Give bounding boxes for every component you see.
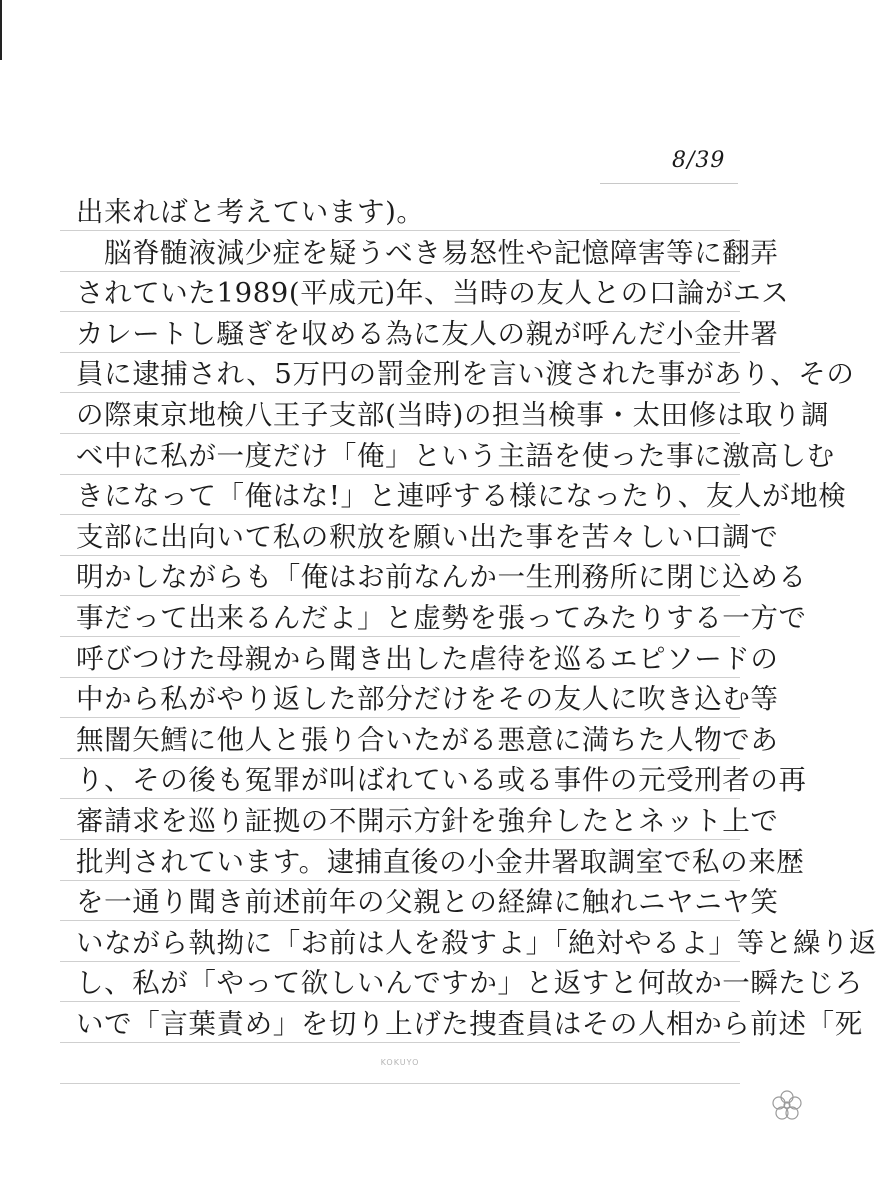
text-line: を一通り聞き前述前年の父親との経緯に触れニヤニヤ笑 [76,886,779,919]
text-line: 呼びつけた母親から聞き出した虐待を巡るエピソードの [76,642,779,675]
text-line: 出来ればと考えています)。 [76,196,425,228]
text-line: いで「言葉責め」を切り上げた捜査員はその人相から前述「死 [76,1008,863,1040]
footer-brand: KOKUYO [380,1058,420,1067]
page-number: 8/39 [672,148,726,173]
text-line: し、私が「やって欲しいんですか」と返すと何故か一瞬たじろ [76,967,863,1000]
text-line: 脳脊髄液減少症を疑うべき易怒性や記憶障害等に翻弄 [76,236,779,269]
text-line: 支部に出向いて私の釈放を願い出た事を苦々しい口調で [76,520,779,553]
text-line: 批判されています。逮捕直後の小金井署取調室で私の来歴 [76,845,805,878]
text-line: 中から私がやり返した部分だけをその友人に吹き込む等 [76,683,779,716]
text-line: の際東京地検八王子支部(当時)の担当検事・太田修は取り調 [76,399,830,431]
text-line: カレートし騒ぎを収める為に友人の親が呼んだ小金井署 [76,317,779,350]
ruled-line [60,1083,740,1084]
text-line: いながら執拗に「お前は人を殺すよ」「絶対やるよ」等と繰り返 [76,926,877,959]
text-line: べ中に私が一度だけ「俺」という主語を使った事に激高しむ [76,439,835,472]
text-line: 員に逮捕され、5万円の罰金刑を言い渡された事があり、その [76,358,855,391]
text-line: 明かしながらも「俺はお前なんか一生刑務所に閉じ込める [76,561,807,594]
page-number-rule [600,183,738,184]
text-line: り、その後も冤罪が叫ばれている或る事件の元受刑者の再 [76,764,807,797]
text-line: きになって「俺はな!」と連呼する様になったり、友人が地検 [76,480,847,513]
binding-edge-mark [0,0,5,60]
text-line: 審請求を巡り証拠の不開示方針を強弁したとネット上で [76,805,779,837]
flower-stamp-icon [770,1088,804,1122]
text-line: 無闇矢鱈に他人と張り合いたがる悪意に満ちた人物であ [76,723,779,756]
text-line: されていた1989(平成元)年、当時の友人との口論がエス [76,277,790,310]
text-line: 事だって出来るんだよ」と虚勢を張ってみたりする一方で [76,602,807,634]
